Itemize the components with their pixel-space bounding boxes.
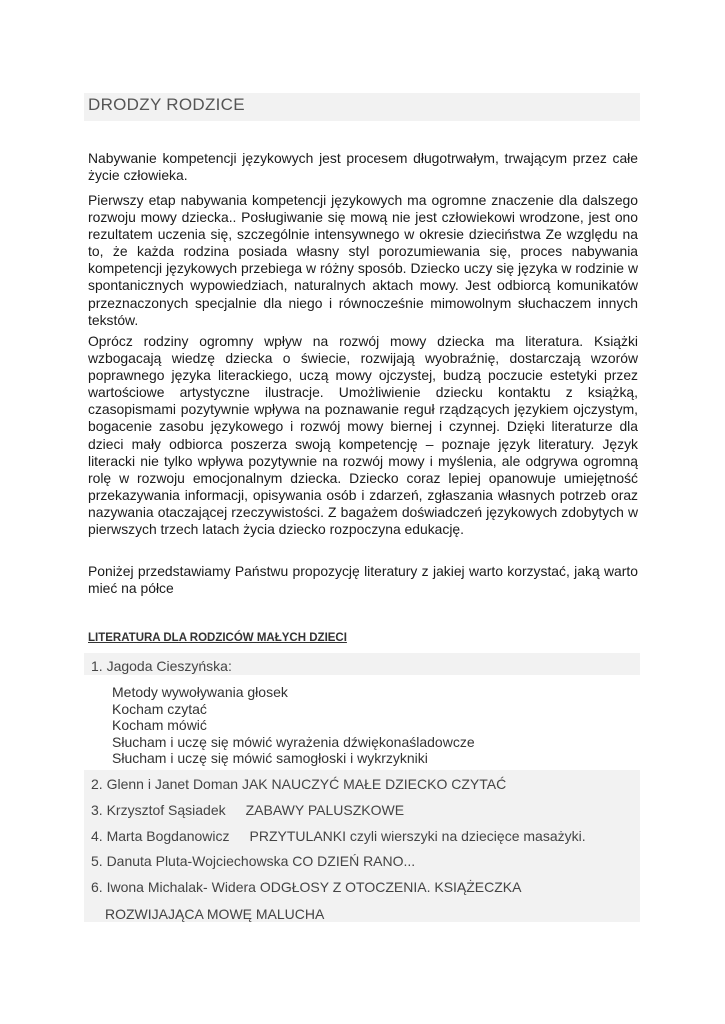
paragraph-3: Oprócz rodziny ogromny wpływ na rozwój mowy dziecka ma literatura. Książki wzbogacają wiedzę dziecka o świecie, rozwijają wyobraźnię, dostarczają wzorów poprawnego języka literackiego, uczą mowy ojczystej, budzą poczucie estetyki przez wartościowe artystyczne ilustracje. Umożliwienie dziecku kontaktu z książką, czasopismami pozytywnie wpływa na poznawanie reguł rządzących językiem ojczystym, bogacenie zasobu językowego i rozwój mowy biernej i czynnej. Dzięki literaturze dla dzieci mały odbiorca poszerza swoją kompetencję – poznaje język literatury. Język literacki nie tylko wpływa pozytywnie na rozwój mowy i myślenia, ale odgrywa ogromną rolę w rozwoju emocjonalnym dziecka. Dziecko coraz lepiej opanowuje umiejętność przekazywania informacji, opisywania osób i zdarzeń, zgłaszania własnych potrzeb oraz nazywania otaczającej rzeczywistości. Z bagażem doświadczeń językowych zdobytych w pierwszych trzech latach życia dziecko rozpoczyna edukację. — [88, 333, 638, 538]
list-block-shade — [84, 770, 640, 922]
paragraph-1: Nabywanie kompetencji językowych jest procesem długotrwałym, trwającym przez całe życie człowieka. — [88, 150, 638, 184]
list-item-4-title: PRZYTULANKI czyli wierszyki na dziecięce masażyki. — [249, 828, 586, 844]
sublist-item: Metody wywoływania głosek — [112, 684, 288, 700]
list-item-1: 1. Jagoda Cieszyńska: — [91, 658, 232, 674]
list-item-3-author: 3. Krzysztof Sąsiadek — [91, 802, 226, 818]
list-item-6: 6. Iwona Michalak- Widera ODGŁOSY Z OTOCZENIA. KSIĄŻECZKA — [91, 879, 522, 895]
list-item-2: 2. Glenn i Janet Doman JAK NAUCZYĆ MAŁE DZIECKO CZYTAĆ — [91, 776, 507, 792]
sublist-item: Słucham i uczę się mówić wyrażenia dźwiękonaśladowcze — [112, 733, 475, 750]
page-title: DRODZY RODZICE — [88, 95, 245, 114]
list-item-3-title: ZABAWY PALUSZKOWE — [245, 802, 405, 818]
paragraph-2: Pierwszy etap nabywania kompetencji językowych ma ogromne znaczenie dla dalszego rozwoju mowy dziecka.. Posługiwanie się mową nie jest człowiekowi wrodzone, jest ono rezultatem uczenia się, szczególnie intensywnego w okresie dzieciństwa Ze względu na to, że każda rodzina posiada własny styl porozumiewania się, proces nabywania kompetencji językowych przebiega w różny sposób. Dziecko uczy się języka w rodzinie w spontanicznych wypowiedziach, naturalnych aktach mowy. Jest odbiorcą komunikatów przeznaczonych specjalnie dla niego i równocześnie mimowolnym słuchaczem innych tekstów. — [88, 192, 638, 328]
list-item-4-author: 4. Marta Bogdanowicz — [91, 828, 230, 844]
paragraph-4: Poniżej przedstawiamy Państwu propozycję literatury z jakiej warto korzystać, jaką warto mieć na półce — [88, 563, 638, 597]
sublist-item: Kocham czytać — [112, 700, 207, 717]
list-item-1-sublist — [112, 684, 475, 767]
sublist-item: Słucham i uczę się mówić samogłoski i wykrzykniki — [112, 750, 428, 767]
list-item-3 — [91, 802, 404, 818]
literature-heading: LITERATURA DLA RODZICÓW MAŁYCH DZIECI — [88, 632, 347, 644]
list-item-6-continuation: ROZWIJAJĄCA MOWĘ MALUCHA — [105, 906, 325, 922]
list-item-5: 5. Danuta Pluta-Wojciechowska CO DZIEŃ RANO... — [91, 853, 416, 869]
sublist-item: Kocham mówić — [112, 717, 207, 734]
list-item-4 — [91, 828, 586, 844]
